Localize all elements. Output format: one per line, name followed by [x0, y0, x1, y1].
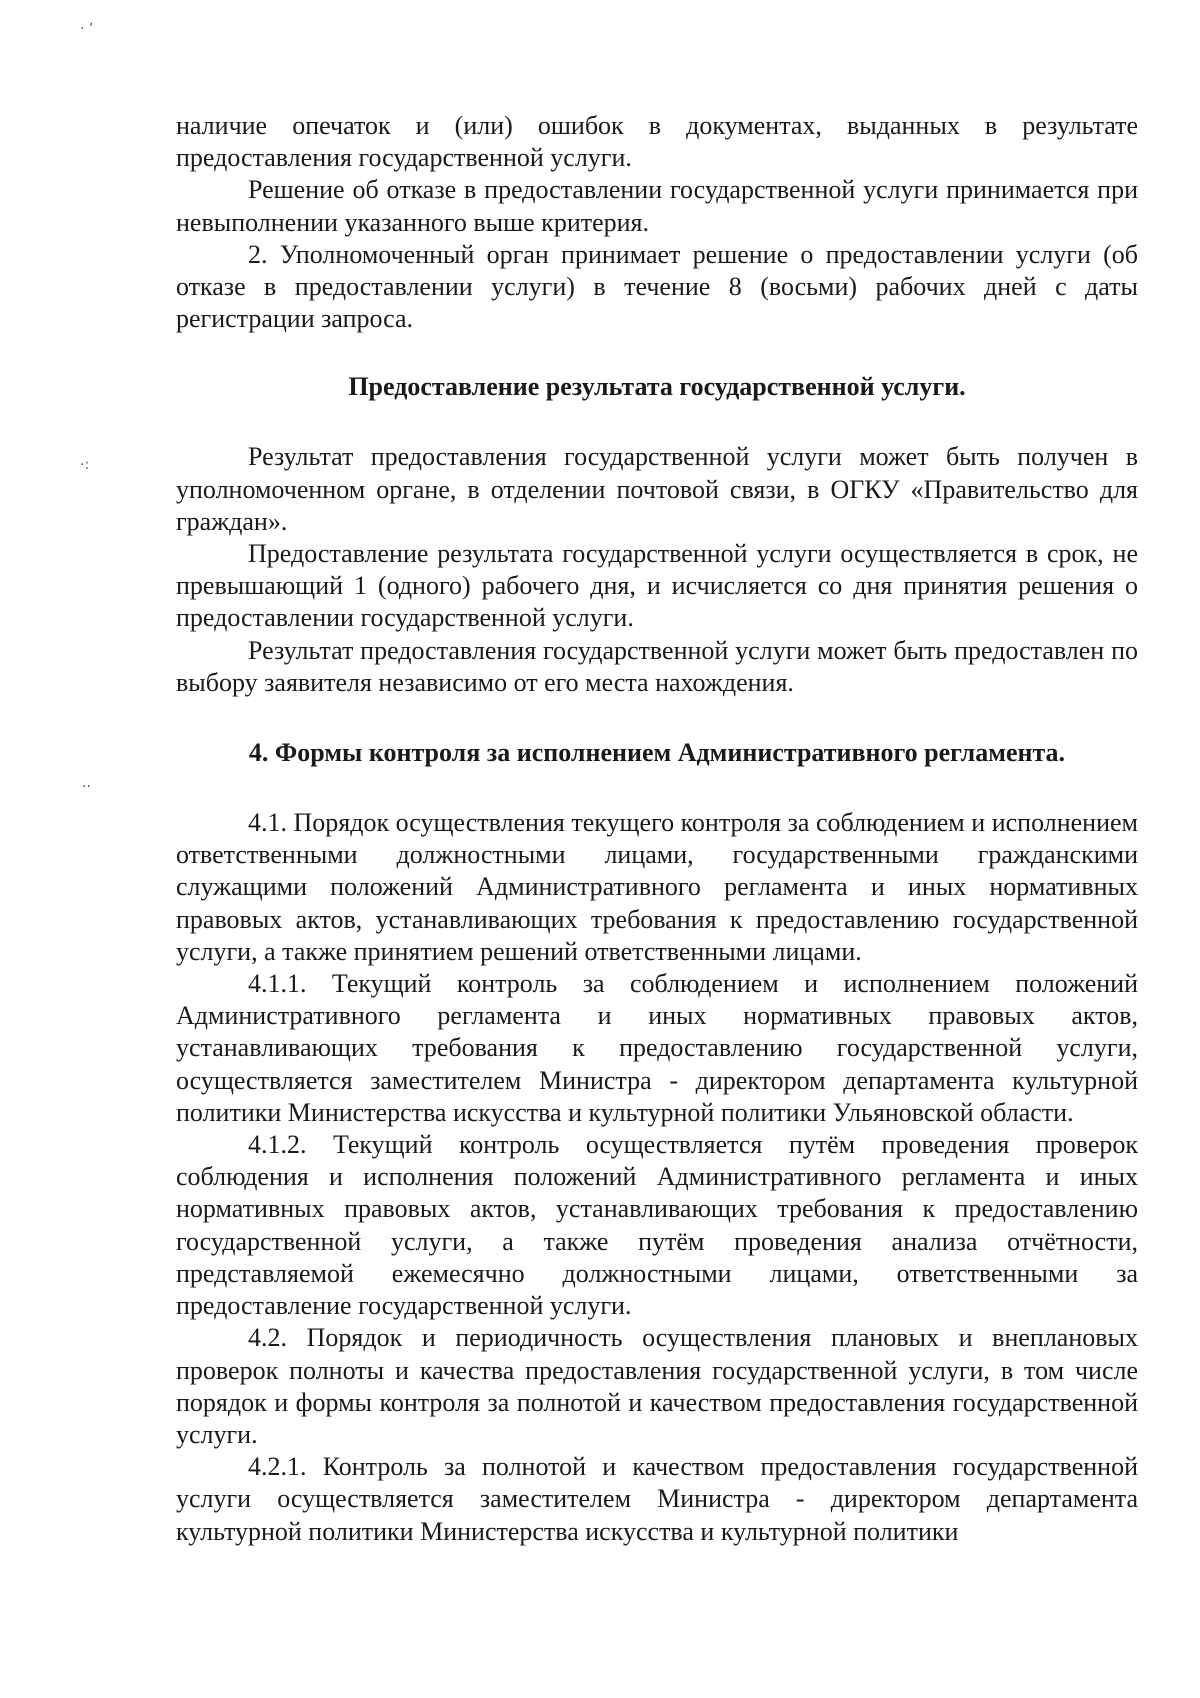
scan-speck: ·: — [80, 457, 90, 473]
scan-speck: · ʼ — [80, 21, 94, 37]
paragraph: 4.1.2. Текущий контроль осуществляется путём проведения проверок соблюдения и исполнения положений Административного регламента и иных нормативных правовых актов, устанавливающих требования к предоставлению государственной услуги, а также путём проведения анализа отчётности, представляемой ежемесячно должностными лицами, ответственными за предоставление государственной услуги. — [176, 1130, 1138, 1321]
section-heading-result: Предоставление результата государственной услуги. — [348, 372, 966, 402]
section-heading-control: 4. Формы контроля за исполнением Административного регламента. — [248, 738, 1066, 768]
paragraph: 4.2.1. Контроль за полнотой и качеством предоставления государственной услуги осуществляется заместителем Министра - директором департамента культурной политики Министерства искусства и культурной политики — [176, 1452, 1138, 1546]
paragraph: 4.1.1. Текущий контроль за соблюдением и исполнением положений Административного регламента и иных нормативных правовых актов, устанавливающих требования к предоставлению государственной услуги, осуществляется заместителем Министра - директором департамента культурной политики Министерства искусства и культурной политики Ульяновской области. — [176, 969, 1138, 1127]
paragraph: 4.1. Порядок осуществления текущего контроля за соблюдением и исполнением ответственными должностными лицами, государственными гражданскими служащими положений Административного регламента и иных нормативных правовых актов, устанавливающих требования к предоставлению государственной услуги, а также принятием решений ответственными лицами. — [176, 808, 1138, 966]
paragraph: Результат предоставления государственной услуги может быть предоставлен по выбору заявителя независимо от его места нахождения. — [176, 635, 1138, 697]
paragraph: 4.2. Порядок и периодичность осуществления плановых и внеплановых проверок полноты и качества предоставления государственной услуги, в том числе порядок и формы контроля за полнотой и качеством предоставления государственной услуги. — [176, 1323, 1138, 1449]
paragraph: Результат предоставления государственной услуги может быть получен в уполномоченном органе, в отделении почтовой связи, в ОГКУ «Правительство для граждан». — [176, 442, 1138, 536]
paragraph: Решение об отказе в предоставлении государственной услуги принимается при невыполнении указанного выше критерия. — [176, 175, 1138, 237]
paragraph: Предоставление результата государственной услуги осуществляется в срок, не превышающий 1 (одного) рабочего дня, и исчисляется со дня принятия решения о предоставлении государственной услуги. — [176, 539, 1138, 633]
document-page — [176, 110, 1138, 1548]
paragraph: 2. Уполномоченный орган принимает решение о предоставлении услуги (об отказе в предоставлении услуги) в течение 8 (восьми) рабочих дней с даты регистрации запроса. — [176, 239, 1138, 334]
paragraph: наличие опечаток и (или) ошибок в документах, выданных в результате предоставления государственной услуги. — [176, 111, 1138, 173]
scan-speck: ·· — [82, 779, 91, 795]
